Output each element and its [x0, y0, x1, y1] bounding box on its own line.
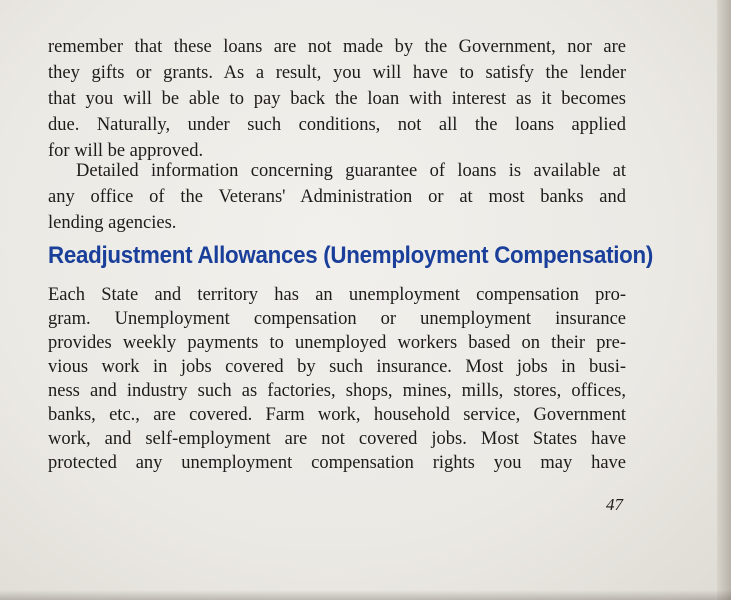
text-line: that you will be able to pay back the loan with interest as it becomes	[48, 89, 626, 109]
page-bottom-edge	[0, 590, 731, 600]
text-line: lending agencies.	[48, 213, 177, 233]
page-number: 47	[606, 495, 623, 514]
text-line: Detailed information concerning guarantee of loans is available at	[76, 161, 626, 181]
text-line: any office of the Veterans' Administration or at most banks and	[48, 187, 626, 207]
text-line: for will be approved.	[48, 141, 204, 161]
text-line: gram. Unemployment compensation or unemployment insurance	[48, 309, 626, 329]
text-line: due. Naturally, under such conditions, not all the loans applied	[48, 115, 626, 135]
text-line: ness and industry such as factories, shops, mines, mills, stores, offices,	[48, 381, 626, 401]
text-line: vious work in jobs covered by such insurance. Most jobs in busi-	[48, 357, 626, 377]
text-line: provides weekly payments to unemployed workers based on their pre-	[48, 333, 626, 353]
text-line: remember that these loans are not made by the Government, nor are	[48, 37, 626, 57]
section-heading: Readjustment Allowances (Unemployment Compensation)	[48, 242, 654, 269]
text-line: protected any unemployment compensation rights you may have	[48, 453, 626, 473]
text-line: Each State and territory has an unemployment compensation pro-	[48, 285, 626, 305]
text-line: banks, etc., are covered. Farm work, household service, Government	[48, 405, 626, 425]
page-gutter	[717, 0, 731, 600]
text-line: they gifts or grants. As a result, you will have to satisfy the lender	[48, 63, 626, 83]
text-line: work, and self-employment are not covered jobs. Most States have	[48, 429, 626, 449]
